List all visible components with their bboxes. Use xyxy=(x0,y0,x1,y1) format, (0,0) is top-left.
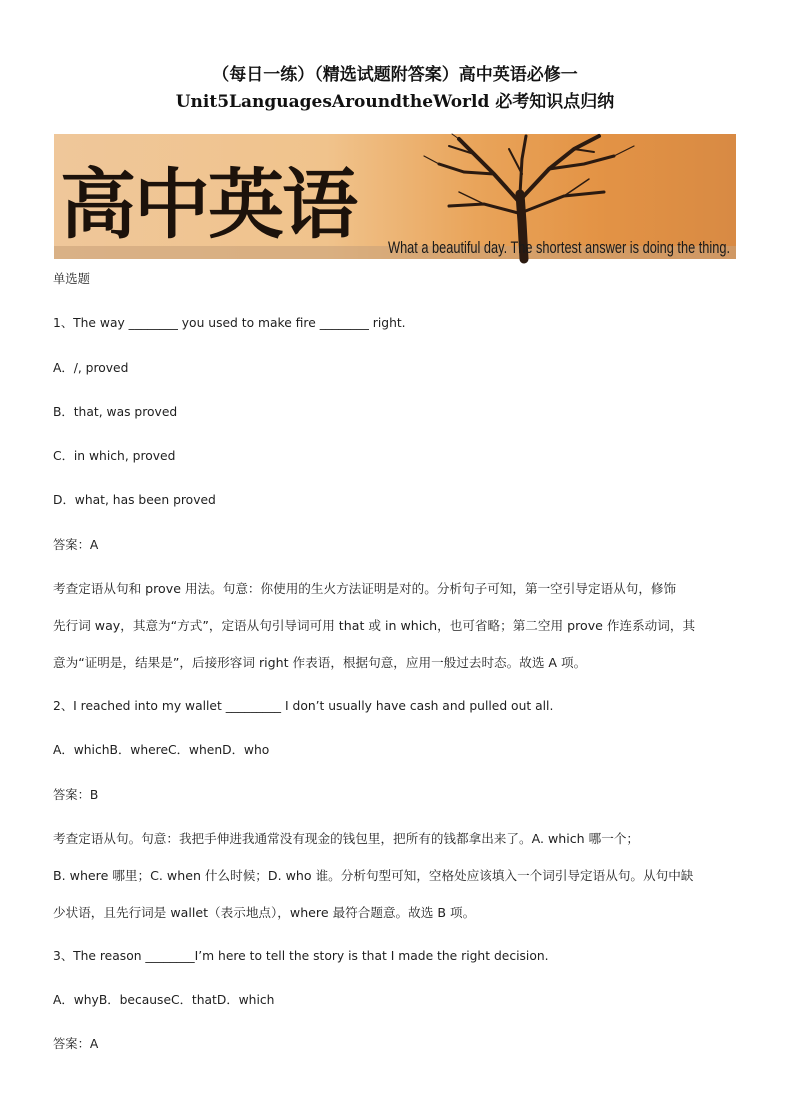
question-3-options: A．whyB．becauseC．thatD．which xyxy=(53,993,275,1007)
question-3-stem: 3、The reason ________I’m here to tell the story is that I made the right decision. xyxy=(53,949,549,963)
question-1-option-b: B．that, was proved xyxy=(53,405,178,419)
question-1-option-c: C．in which, proved xyxy=(53,449,176,463)
question-2-options: A．whichB．whereC．whenD．who xyxy=(53,743,270,757)
section-label: 单选题 xyxy=(53,272,90,286)
banner-big-text: 高中英语 xyxy=(60,160,356,249)
document-title-line-2: Unit5LanguagesAroundtheWorld 必考知识点归纳 xyxy=(175,92,615,112)
question-2-answer: 答案：B xyxy=(53,788,99,802)
question-3-answer: 答案：A xyxy=(53,1037,99,1051)
question-1-option-d: D．what, has been proved xyxy=(53,493,216,507)
question-1-option-a: A．/, proved xyxy=(53,361,129,375)
question-1-explanation-line-2: 先行词 way，其意为“方式”，定语从句引导词可用 that 或 in which，也可省略；第二空用 prove 作连系动词，其 xyxy=(53,618,696,633)
banner-graphic xyxy=(54,134,736,259)
question-1-stem: 1、The way ________ you used to make fire ________ right. xyxy=(53,316,406,330)
banner-tagline: What a beautiful day. The shortest answer is doing the thing. xyxy=(388,239,730,257)
question-1-explanation-line-3: 意为“证明是，结果是”，后接形容词 right 作表语，根据句意，应用一般过去时态。故选 A 项。 xyxy=(53,655,587,670)
question-2-stem: 2、I reached into my wallet _________ I don’t usually have cash and pulled out all. xyxy=(53,699,554,713)
question-2-explanation-line-3: 少状语，且先行词是 wallet（表示地点），where 最符合题意。故选 B 项。 xyxy=(53,905,476,920)
question-1-explanation-line-1: 考查定语从句和 prove 用法。句意：你使用的生火方法证明是对的。分析句子可知，第一空引导定语从句，修饰 xyxy=(53,581,677,596)
question-2-explanation-line-2: B. where 哪里；C. when 什么时候；D. who 谁。分析句型可知，空格处应该填入一个词引导定语从句。从句中缺 xyxy=(53,868,694,883)
question-1-answer: 答案：A xyxy=(53,538,99,552)
question-2-explanation-line-1: 考查定语从句。句意：我把手伸进我通常没有现金的钱包里，把所有的钱都拿出来了。A. which 哪一个； xyxy=(53,831,640,846)
banner-image xyxy=(54,134,736,259)
document-title-line-1: （每日一练）（精选试题附答案）高中英语必修一 xyxy=(212,65,578,85)
